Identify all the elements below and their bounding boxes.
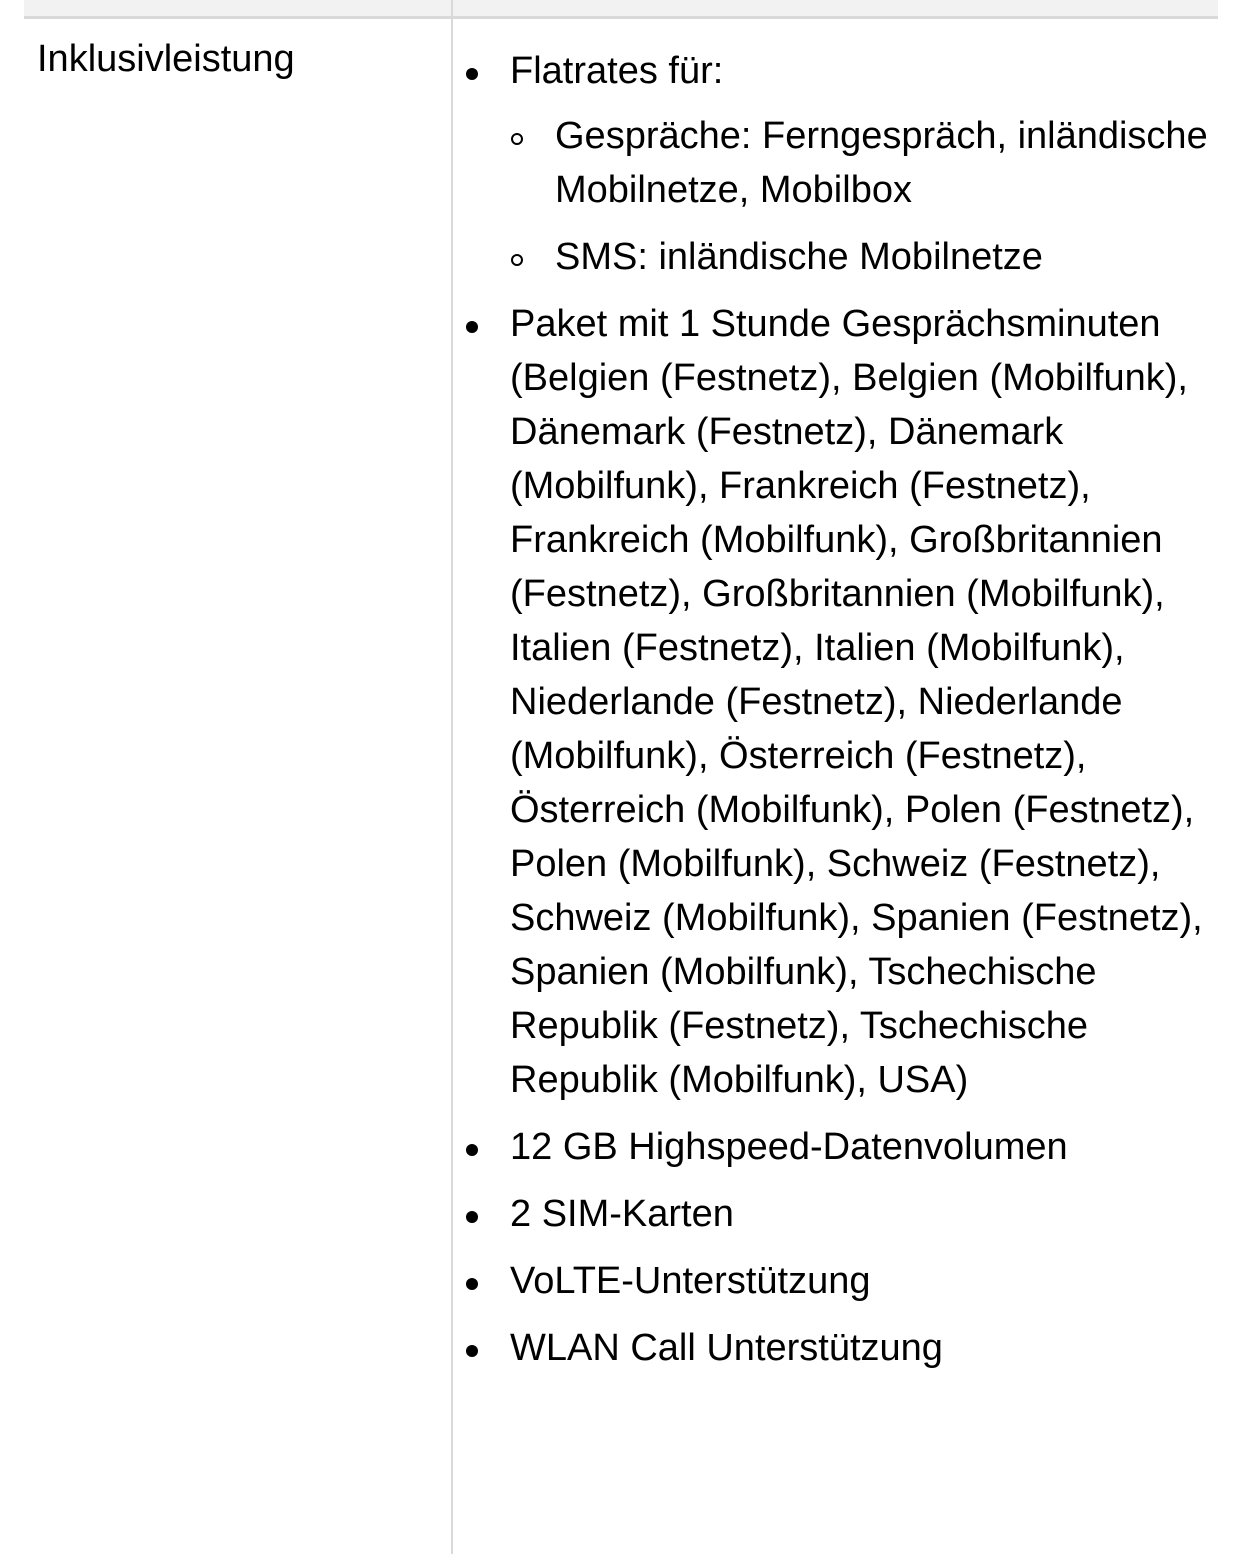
flatrates-sublist bbox=[510, 109, 1218, 284]
list-item bbox=[453, 1321, 1218, 1375]
sublist-item-text: SMS: inländische Mobilnetze bbox=[555, 236, 1043, 278]
bullet-icon bbox=[466, 1278, 478, 1290]
list-item bbox=[453, 1254, 1218, 1308]
inclusive-services-list bbox=[453, 44, 1218, 1375]
row-label: Inklusivleistung bbox=[37, 38, 295, 80]
list-item bbox=[453, 44, 1218, 284]
circle-bullet-icon bbox=[511, 254, 523, 266]
tariff-details-table bbox=[24, 0, 1218, 1554]
bullet-icon bbox=[466, 321, 478, 333]
sublist-item bbox=[510, 109, 1218, 217]
list-item-text: WLAN Call Unterstützung bbox=[510, 1327, 943, 1369]
list-item-text: 2 SIM-Karten bbox=[510, 1193, 734, 1235]
list-item bbox=[453, 297, 1218, 1107]
list-item-text: Flatrates für: bbox=[510, 50, 724, 92]
circle-bullet-icon bbox=[511, 133, 523, 145]
row-divider bbox=[24, 16, 1218, 19]
bullet-icon bbox=[466, 1211, 478, 1223]
list-item-text: 12 GB Highspeed-Datenvolumen bbox=[510, 1126, 1068, 1168]
list-item-text: VoLTE-Unterstützung bbox=[510, 1260, 871, 1302]
list-item-text: Paket mit 1 Stunde Gesprächsminuten (Belgien (Festnetz), Belgien (Mobilfunk), Dänemark (Festnetz), Dänemark (Mobilfunk), Frankreich (Festnetz), Frankreich (Mobilfunk), Großbritannien (Festnetz), Großbritannien (Mobilfunk), Italien (Festnetz), Italien (Mobilfunk), Niederlande (Festnetz), Niederlande (Mobilfunk), Österreich (Festnetz), Österreich (Mobilfunk), Polen (Festnetz), Polen (Mobilfunk), Schweiz (Festnetz), Schweiz (Mobilfunk), Spanien (Festnetz), Spanien (Mobilfunk), Tschechische Republik (Festnetz), Tschechische Republik (Mobilfunk), USA) bbox=[510, 303, 1203, 1101]
list-item bbox=[453, 1187, 1218, 1241]
sublist-item-text: Gespräche: Ferngespräch, inländische Mobilnetze, Mobilbox bbox=[555, 115, 1208, 211]
column-divider-previous bbox=[451, 0, 453, 16]
bullet-icon bbox=[466, 1144, 478, 1156]
row-value-cell bbox=[453, 44, 1218, 1388]
list-item bbox=[453, 1120, 1218, 1174]
bullet-icon bbox=[466, 68, 478, 80]
previous-table-row bbox=[24, 0, 1218, 16]
sublist-item bbox=[510, 230, 1218, 284]
bullet-icon bbox=[466, 1345, 478, 1357]
